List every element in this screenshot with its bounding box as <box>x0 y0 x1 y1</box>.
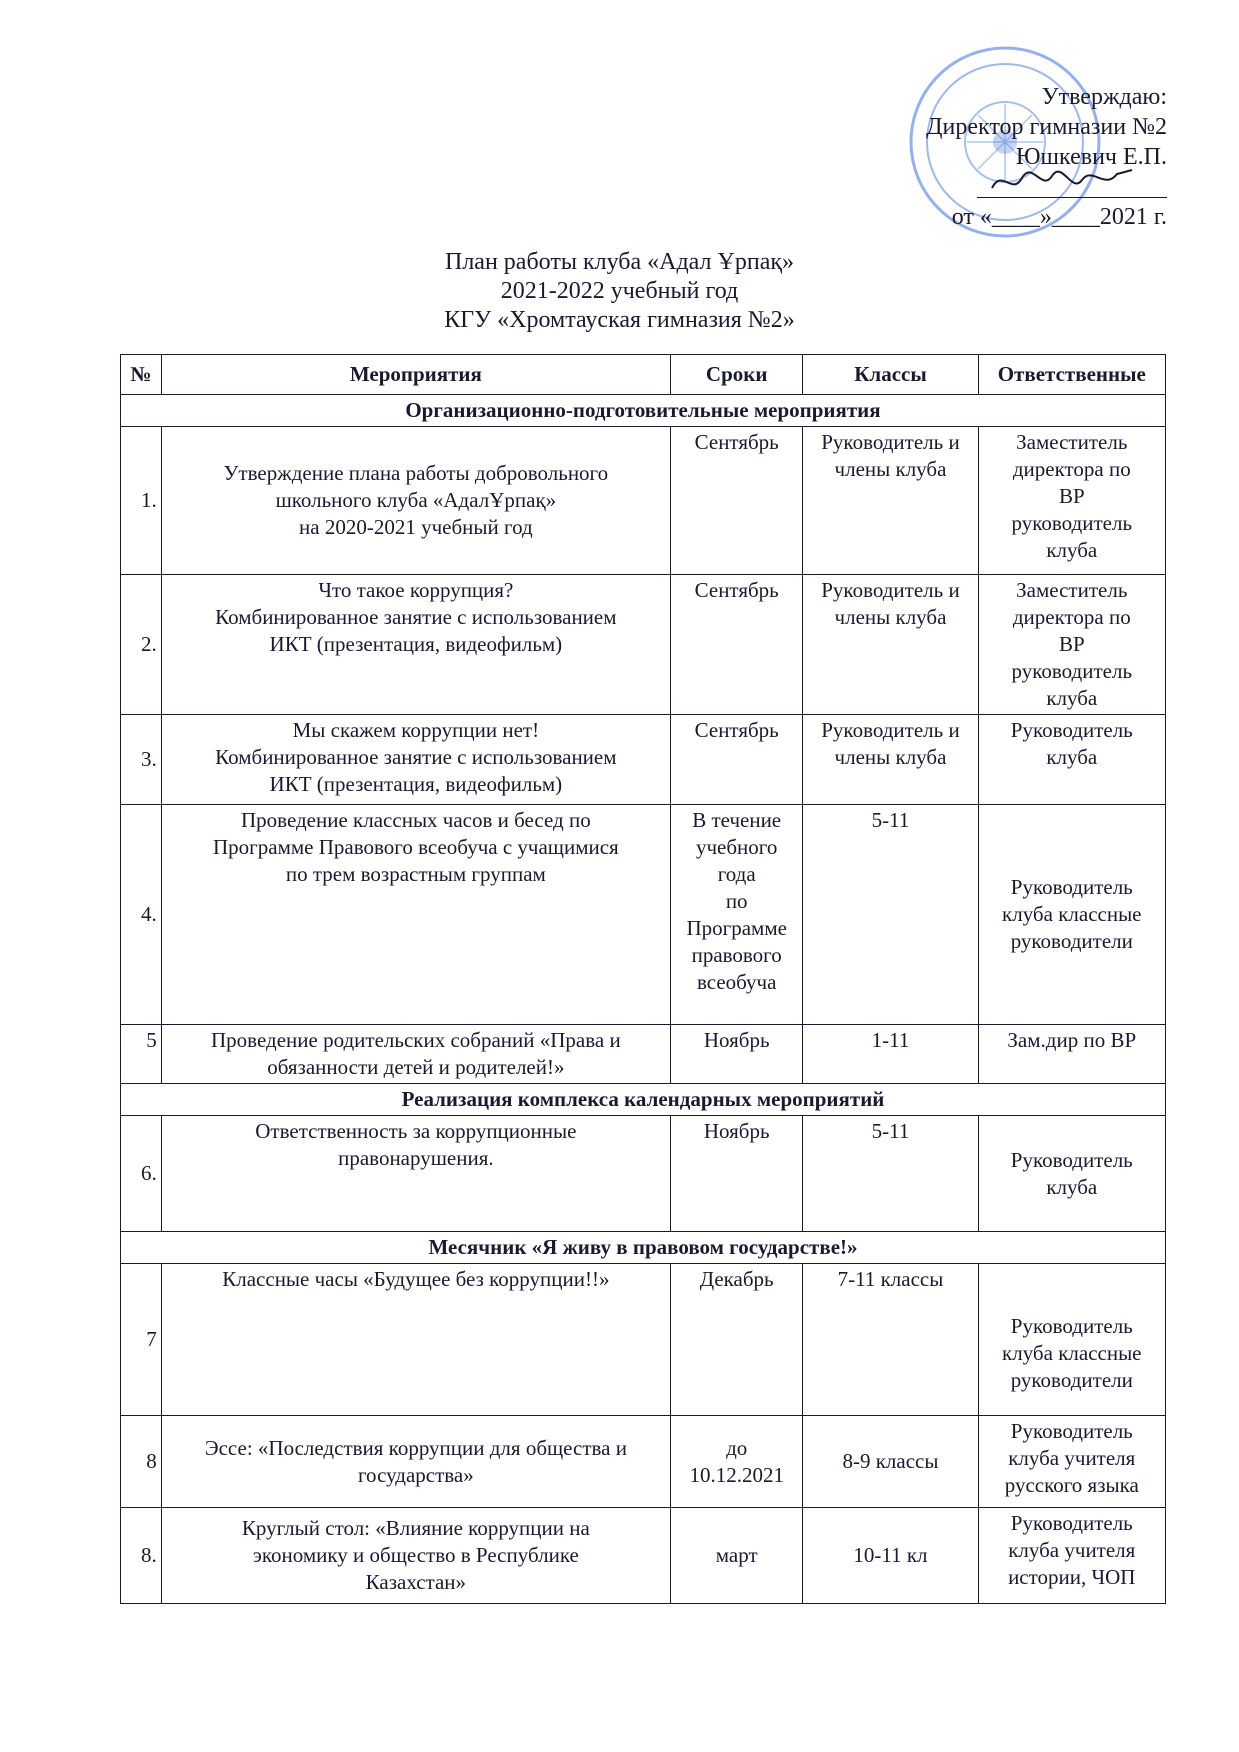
cell-line: Руководитель <box>1010 1147 1133 1172</box>
cell-line: Руководитель и <box>821 430 960 454</box>
cell-line: 5-11 <box>871 1119 910 1143</box>
cell-line: по <box>725 889 748 913</box>
section-row <box>121 1084 1166 1116</box>
responsible-cell <box>978 575 1165 715</box>
row-number: 5 <box>121 1025 162 1084</box>
cell-line: Заместитель <box>1016 430 1128 454</box>
classes-cell <box>803 715 978 805</box>
cell-line: 7-11 классы <box>837 1267 944 1291</box>
cell-line: руководитель <box>1011 511 1133 535</box>
cell-line: клуба учителя <box>1008 1538 1136 1562</box>
table-row <box>121 1508 1166 1604</box>
event-cell <box>161 715 670 805</box>
cell-line: Заместитель <box>1016 578 1128 602</box>
row-number: 7 <box>121 1264 162 1416</box>
table-row <box>121 1264 1166 1416</box>
cell-line: Классные часы «Будущее без коррупции!!» <box>222 1267 610 1291</box>
header-event: Мероприятия <box>161 355 670 395</box>
cell-line: Мы скажем коррупции нет! <box>292 718 540 742</box>
cell-line: учебного <box>695 835 778 859</box>
cell-line: Ноябрь <box>703 1119 770 1143</box>
cell-line: директора по <box>1012 605 1131 629</box>
term-cell <box>670 1116 802 1232</box>
document-title <box>0 248 1239 335</box>
approval-date: от «____»____2021 г. <box>951 204 1167 230</box>
term-cell <box>670 1416 802 1508</box>
responsible-cell <box>978 427 1165 575</box>
cell-line: Ответственность за коррупционные <box>255 1119 577 1143</box>
cell-line: Сентябрь <box>694 430 779 454</box>
cell-line: клуба <box>1046 686 1098 710</box>
term-cell <box>670 1025 802 1084</box>
section-title: Месячник «Я живу в правовом государстве!» <box>121 1232 1166 1264</box>
cell-line: члены клуба <box>834 457 947 481</box>
header-term: Сроки <box>670 355 802 395</box>
cell-line: Проведение классных часов и бесед по <box>241 808 591 832</box>
table-row <box>121 1416 1166 1508</box>
table-row <box>121 427 1166 575</box>
cell-line: клуба <box>1046 745 1098 769</box>
header-classes: Классы <box>803 355 978 395</box>
cell-line: 1-11 <box>871 1028 910 1052</box>
section-title: Реализация комплекса календарных мероприятий <box>121 1084 1166 1116</box>
approval-heading: Утверждаю: <box>1041 84 1167 110</box>
cell-line: Руководитель <box>1010 1419 1133 1443</box>
row-number: 4. <box>121 805 162 1025</box>
plan-table <box>120 354 1166 1604</box>
responsible-cell <box>978 1025 1165 1084</box>
table-row <box>121 1025 1166 1084</box>
cell-line: клуба классные <box>1002 902 1142 926</box>
cell-line: Руководитель <box>1010 718 1133 742</box>
event-cell <box>161 1416 670 1508</box>
cell-line: Проведение родительских собраний «Права и <box>211 1028 621 1052</box>
title-line-2: 2021-2022 учебный год <box>500 278 739 304</box>
approval-name: Юшкевич Е.П. <box>1015 144 1167 170</box>
responsible-cell <box>978 1264 1165 1416</box>
cell-line: государства» <box>357 1462 474 1487</box>
event-cell <box>161 1025 670 1084</box>
cell-line: Сентябрь <box>694 578 779 602</box>
term-cell <box>670 1264 802 1416</box>
cell-line: 10.12.2021 <box>689 1462 784 1487</box>
signature-line <box>747 172 1167 202</box>
title-line-1: План работы клуба «Адал Ұрпақ» <box>444 249 795 275</box>
cell-line: Утверждение плана работы добровольного <box>223 461 609 485</box>
cell-line: руководитель <box>1011 659 1133 683</box>
cell-line: клуба классные <box>1002 1341 1142 1365</box>
cell-line: руководители <box>1010 1368 1133 1392</box>
header-responsible: Ответственные <box>978 355 1165 395</box>
cell-line: члены клуба <box>834 745 947 769</box>
row-number: 1. <box>121 427 162 575</box>
table-row <box>121 715 1166 805</box>
cell-line: Казахстан» <box>365 1570 467 1594</box>
row-number: 3. <box>121 715 162 805</box>
cell-line: 10-11 кл <box>853 1543 928 1567</box>
classes-cell <box>803 1508 978 1604</box>
cell-line: до <box>726 1435 748 1460</box>
cell-line: В течение <box>692 808 782 832</box>
cell-line: Программе <box>686 916 787 940</box>
cell-line: Руководитель <box>1010 1314 1133 1338</box>
event-cell <box>161 575 670 715</box>
row-number: 2. <box>121 575 162 715</box>
row-number: 8. <box>121 1508 162 1604</box>
event-cell <box>161 1508 670 1604</box>
cell-line: Сентябрь <box>694 718 779 742</box>
responsible-cell <box>978 805 1165 1025</box>
table-row <box>121 1116 1166 1232</box>
term-cell <box>670 805 802 1025</box>
event-cell <box>161 1116 670 1232</box>
term-cell <box>670 427 802 575</box>
cell-line: по трем возрастным группам <box>285 862 546 886</box>
cell-line: клуба учителя <box>1008 1446 1136 1470</box>
cell-line: клуба <box>1046 1174 1098 1199</box>
responsible-cell <box>978 715 1165 805</box>
approval-position: Директор гимназии №2 <box>926 114 1167 140</box>
section-title: Организационно-подготовительные мероприятия <box>121 395 1166 427</box>
classes-cell <box>803 427 978 575</box>
cell-line: на 2020-2021 учебный год <box>299 515 533 539</box>
approval-block <box>747 82 1167 232</box>
cell-line: Зам.дир по ВР <box>1007 1028 1137 1052</box>
cell-line: Круглый стол: «Влияние коррупции на <box>241 1516 590 1540</box>
cell-line: Ноябрь <box>703 1028 770 1052</box>
table-row <box>121 575 1166 715</box>
cell-line: Программе Правового всеобуча с учащимися <box>213 835 619 859</box>
cell-line: 5-11 <box>871 808 910 832</box>
table-header-row <box>121 355 1166 395</box>
cell-line: члены клуба <box>834 605 947 629</box>
cell-line: ИКТ (презентация, видеофильм) <box>269 632 563 656</box>
cell-line: Руководитель и <box>821 578 960 602</box>
cell-line: истории, ЧОП <box>1008 1565 1136 1589</box>
classes-cell <box>803 1416 978 1508</box>
cell-line: экономику и общество в Республике <box>252 1543 579 1567</box>
event-cell <box>161 1264 670 1416</box>
responsible-cell <box>978 1416 1165 1508</box>
cell-line: русского языка <box>1004 1473 1139 1497</box>
classes-cell <box>803 1116 978 1232</box>
section-row <box>121 395 1166 427</box>
term-cell <box>670 575 802 715</box>
cell-line: март <box>715 1543 758 1567</box>
signature <box>987 164 1137 200</box>
event-cell <box>161 805 670 1025</box>
cell-line: Эссе: «Последствия коррупции для общества и <box>204 1435 627 1460</box>
responsible-cell <box>978 1508 1165 1604</box>
cell-line: ВР <box>1058 632 1085 656</box>
term-cell <box>670 715 802 805</box>
cell-line: ИКТ (презентация, видеофильм) <box>269 772 563 796</box>
classes-cell <box>803 1264 978 1416</box>
table-row <box>121 805 1166 1025</box>
title-line-3: КГУ «Хромтауская гимназия №2» <box>444 307 795 333</box>
cell-line: Руководитель <box>1010 1511 1133 1535</box>
classes-cell <box>803 805 978 1025</box>
cell-line: Руководитель и <box>821 718 960 742</box>
cell-line: ВР <box>1058 484 1085 508</box>
header-num: № <box>121 355 162 395</box>
cell-line: Руководитель <box>1010 875 1133 899</box>
cell-line: правового <box>691 943 782 967</box>
event-cell <box>161 427 670 575</box>
cell-line: правонарушения. <box>338 1146 494 1170</box>
cell-line: руководители <box>1010 929 1133 953</box>
cell-line: всеобуча <box>696 970 777 994</box>
cell-line: Комбинированное занятие с использованием <box>215 605 617 629</box>
term-cell <box>670 1508 802 1604</box>
cell-line: 8-9 классы <box>842 1449 939 1473</box>
cell-line: обязанности детей и родителей!» <box>267 1055 565 1079</box>
cell-line: Декабрь <box>699 1267 774 1291</box>
cell-line: клуба <box>1046 538 1098 562</box>
cell-line: Комбинированное занятие с использованием <box>215 745 617 769</box>
cell-line: директора по <box>1012 457 1131 481</box>
cell-line: школьного клуба «АдалҰрпақ» <box>275 488 557 512</box>
classes-cell <box>803 575 978 715</box>
responsible-cell <box>978 1116 1165 1232</box>
section-row <box>121 1232 1166 1264</box>
cell-line: Что такое коррупция? <box>318 578 514 602</box>
cell-line: года <box>717 862 756 886</box>
row-number: 8 <box>121 1416 162 1508</box>
row-number: 6. <box>121 1116 162 1232</box>
classes-cell <box>803 1025 978 1084</box>
